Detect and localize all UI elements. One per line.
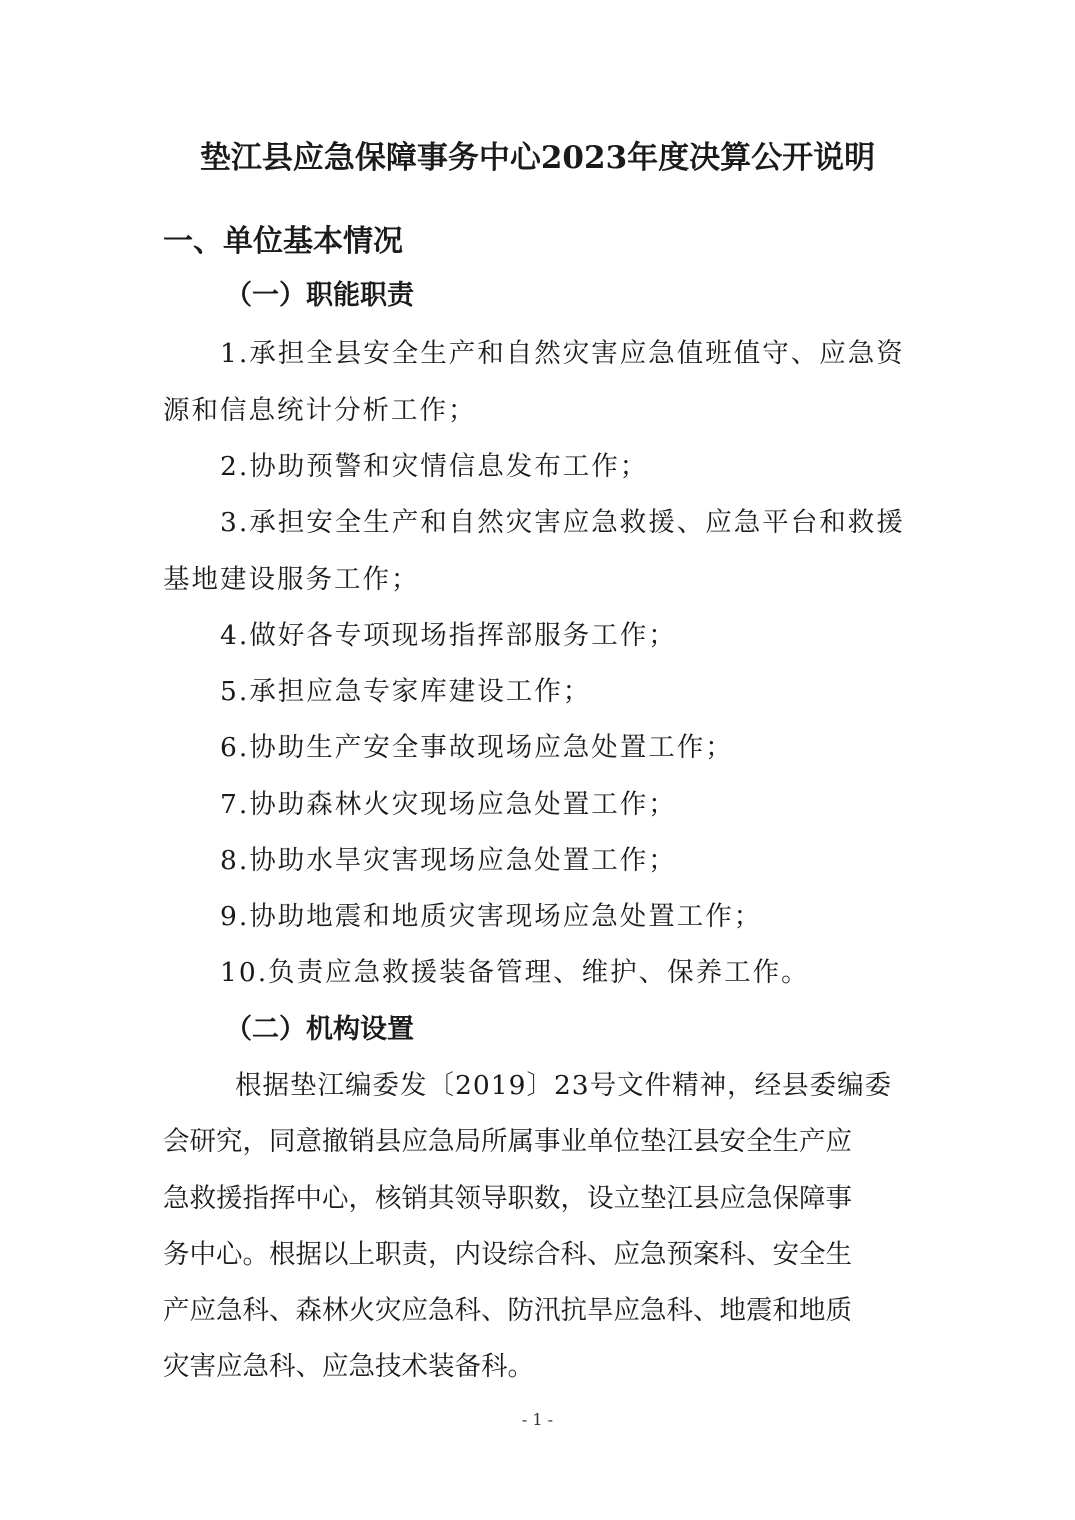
duty-item-2: 2.协助预警和灾情信息发布工作； bbox=[220, 451, 649, 482]
duty-item-4: 4.做好各专项现场指挥部服务工作； bbox=[220, 620, 677, 651]
duty-item-3: 3.承担安全生产和自然灾害应急救援、应急平台和救援 bbox=[220, 507, 905, 538]
duty-item-7: 7.协助森林火灾现场应急处置工作； bbox=[220, 789, 677, 820]
subsection-heading-duties: （一）职能职责 bbox=[225, 280, 414, 311]
duty-item-1: 1.承担全县安全生产和自然灾害应急值班值守、应急资 bbox=[220, 338, 905, 369]
organization-line-5: 产应急科、森林火灾应急科、防汛抗旱应急科、地震和地质 bbox=[163, 1295, 852, 1326]
duty-item-10: 10.负责应急救援装备管理、维护、保养工作。 bbox=[220, 957, 810, 988]
organization-line-1: 根据垫江编委发〔2019〕23号文件精神，经县委编委 bbox=[235, 1070, 893, 1101]
duty-item-8: 8.协助水旱灾害现场应急处置工作； bbox=[220, 845, 677, 876]
organization-line-2: 会研究，同意撤销县应急局所属事业单位垫江县安全生产应 bbox=[163, 1126, 852, 1157]
organization-line-3: 急救援指挥中心，核销其领导职数，设立垫江县应急保障事 bbox=[163, 1183, 852, 1214]
page-number: - 1 - bbox=[521, 1410, 554, 1429]
duty-item-5: 5.承担应急专家库建设工作； bbox=[220, 676, 592, 707]
section-heading-basic-info: 一、单位基本情况 bbox=[163, 224, 403, 259]
duty-item-9: 9.协助地震和地质灾害现场应急处置工作； bbox=[220, 901, 763, 932]
document-title: 垫江县应急保障事务中心2023年度决算公开说明 bbox=[199, 140, 876, 176]
duty-item-1-continued: 源和信息统计分析工作； bbox=[163, 395, 477, 426]
subsection-heading-organization: （二）机构设置 bbox=[225, 1014, 414, 1045]
duty-item-3-continued: 基地建设服务工作； bbox=[163, 564, 420, 595]
duty-item-6: 6.协助生产安全事故现场应急处置工作； bbox=[220, 732, 734, 763]
organization-line-4: 务中心。根据以上职责，内设综合科、应急预案科、安全生 bbox=[163, 1239, 852, 1270]
organization-line-6: 灾害应急科、应急技术装备科。 bbox=[163, 1351, 534, 1382]
